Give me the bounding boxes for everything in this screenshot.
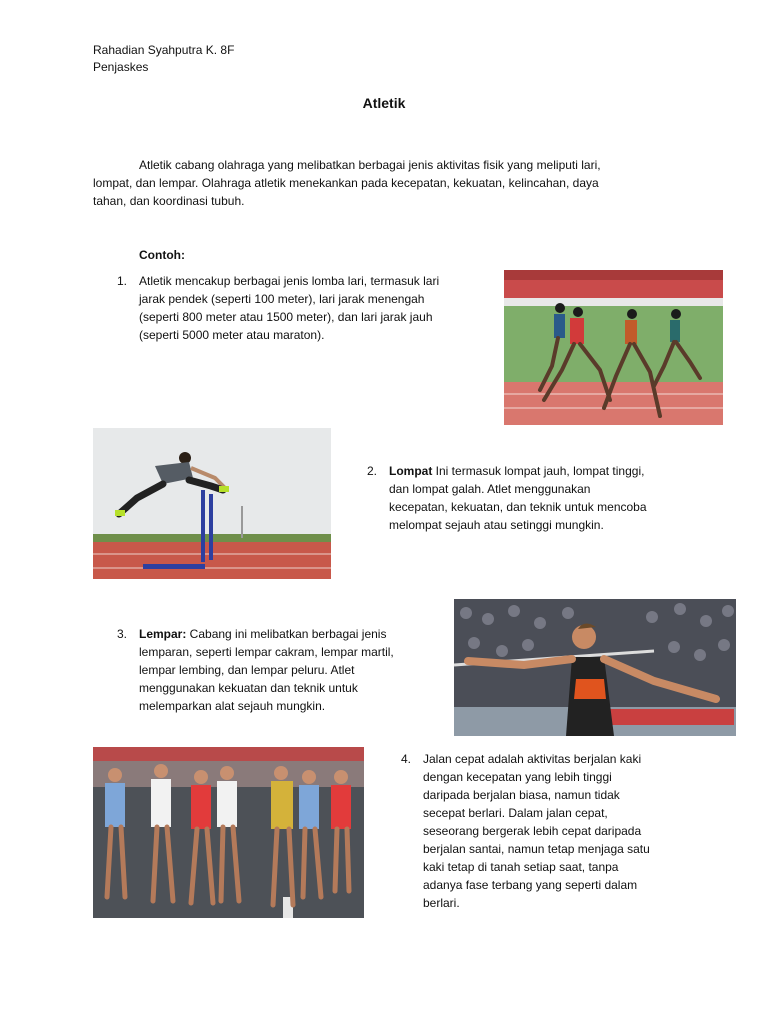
subject-name: Penjaskes [93, 60, 149, 74]
item-line: (seperti 800 meter atau 1500 meter), dan lari jarak jauh [139, 310, 433, 324]
intro-line: lompat, dan lempar. Olahraga atletik menekankan pada kecepatan, kekuatan, kelincahan, daya [93, 176, 599, 190]
item-line: menggunakan kekuatan dan teknik untuk [139, 681, 358, 695]
item-text: Cabang ini melibatkan berbagai jenis [186, 627, 387, 641]
item-line: berlari. [423, 896, 460, 910]
list-number: 2. [367, 464, 378, 478]
document-header [93, 42, 234, 76]
list-item [117, 272, 484, 344]
item-line: seseorang bergerak lebih cepat daripada [423, 824, 642, 838]
item-line: (seperti 5000 meter atau maraton). [139, 328, 325, 342]
list-number: 4. [401, 752, 412, 766]
item-line [139, 625, 439, 643]
item-line [389, 462, 689, 480]
item-line: melompat sejauh atau setinggi mungkin. [389, 518, 604, 532]
item-line: dengan kecepatan yang lebih tinggi [423, 770, 612, 784]
sprint-race-photo [504, 270, 723, 425]
author-name: Rahadian Syahputra K. 8F [93, 43, 235, 57]
examples-heading: Contoh: [139, 248, 185, 262]
list-number: 1. [117, 274, 128, 288]
item-line: secepat berlari. Dalam jalan cepat, [423, 806, 608, 820]
item-line: Atletik mencakup berbagai jenis lomba lari, termasuk lari [139, 274, 440, 288]
list-item [401, 750, 723, 912]
item-line: kecepatan, kekuatan, dan teknik untuk mencoba [389, 500, 647, 514]
item-line: jarak pendek (seperti 100 meter), lari jarak menengah [139, 292, 425, 306]
hurdle-jump-photo [93, 428, 331, 579]
item-line: lempar lembing, dan lempar peluru. Atlet [139, 663, 355, 677]
item-line: berjalan santai, namun tetap menjaga satu [423, 842, 650, 856]
item-line: dan lompat galah. Atlet menggunakan [389, 482, 591, 496]
item-line: Jalan cepat adalah aktivitas berjalan kaki [423, 752, 642, 766]
list-item [367, 462, 689, 534]
race-walking-photo [93, 747, 364, 918]
item-line: adanya fase terbang yang seperti dalam [423, 878, 638, 892]
item-line: lemparan, seperti lempar cakram, lempar martil, [139, 645, 394, 659]
list-item [117, 625, 439, 715]
item-keyword: Lempar: [139, 627, 187, 641]
item-line: melemparkan alat sejauh mungkin. [139, 699, 326, 713]
intro-line: Atletik cabang olahraga yang melibatkan berbagai jenis aktivitas fisik yang meliputi lari, [139, 158, 601, 172]
javelin-throw-photo [454, 599, 736, 736]
intro-line: tahan, dan koordinasi tubuh. [93, 194, 245, 208]
list-number: 3. [117, 627, 128, 641]
intro-paragraph [93, 156, 653, 210]
item-text: Ini termasuk lompat jauh, lompat tinggi, [432, 464, 645, 478]
item-line: daripada berjalan biasa, namun tidak [423, 788, 620, 802]
page-title: Atletik [362, 95, 406, 111]
item-keyword: Lompat [389, 464, 433, 478]
item-line: kaki tetap di tanah setiap saat, tanpa [423, 860, 619, 874]
